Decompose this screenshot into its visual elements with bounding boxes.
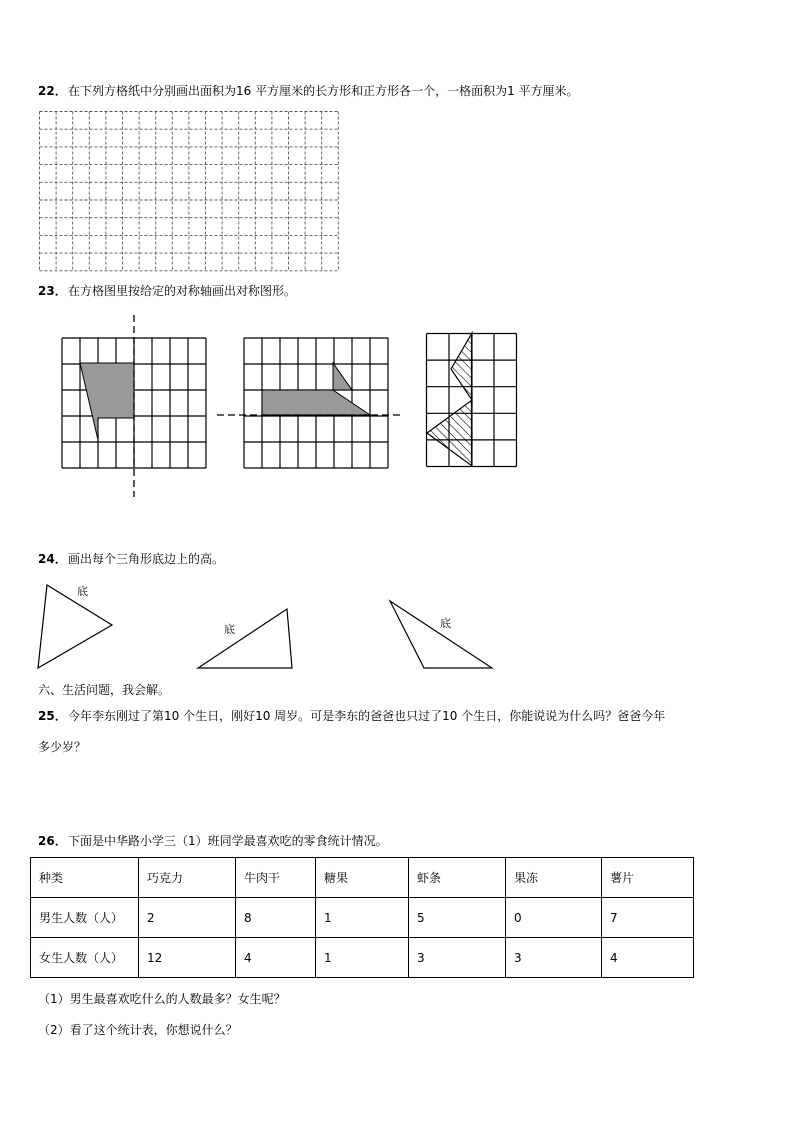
q23-grid-horizontal-axis bbox=[215, 330, 415, 470]
q22-text: 在下列方格纸中分别画出面积为16 平方厘米的长方形和正方形各一个，一格面积为1 平方厘米。 bbox=[68, 84, 579, 98]
table-row-boys bbox=[31, 898, 694, 938]
table-header-cell: 巧克力 bbox=[139, 858, 236, 898]
table-cell: 4 bbox=[602, 938, 694, 978]
table-cell: 1 bbox=[316, 938, 409, 978]
q25-number: 25． bbox=[38, 709, 67, 723]
section-6-title: 六、生活问题，我会解。 bbox=[38, 683, 171, 697]
snack-statistics-table bbox=[30, 857, 694, 978]
table-cell: 12 bbox=[139, 938, 236, 978]
q23-number: 23． bbox=[38, 284, 67, 298]
triangle-2 bbox=[198, 609, 292, 668]
q26-number: 26． bbox=[38, 834, 67, 848]
triangle-3 bbox=[390, 601, 492, 668]
table-header-cell: 牛肉干 bbox=[236, 858, 316, 898]
table-header-cell: 种类 bbox=[31, 858, 139, 898]
triangle-3-base-label: 底 bbox=[440, 617, 451, 630]
q22-dashed-grid bbox=[39, 111, 339, 271]
q24-number: 24． bbox=[38, 552, 67, 566]
q23-shaded-shape-1 bbox=[80, 363, 134, 440]
q23-hatched-triangle-top bbox=[451, 333, 472, 400]
q22-number: 22． bbox=[38, 84, 67, 98]
table-cell: 1 bbox=[316, 898, 409, 938]
table-cell: 7 bbox=[602, 898, 694, 938]
table-cell: 0 bbox=[506, 898, 602, 938]
q23-grid-vertical-axis bbox=[55, 310, 215, 500]
table-header-row bbox=[31, 858, 694, 898]
table-cell: 女生人数（人） bbox=[31, 938, 139, 978]
table-cell: 3 bbox=[409, 938, 506, 978]
table-header-cell: 虾条 bbox=[409, 858, 506, 898]
q26-text: 下面是中华路小学三（1）班同学最喜欢吃的零食统计情况。 bbox=[68, 834, 388, 848]
table-header-cell: 薯片 bbox=[602, 858, 694, 898]
q26-sub-question-2: （2）看了这个统计表，你想说什么？ bbox=[38, 1023, 238, 1037]
triangle-2-base-label: 底 bbox=[224, 623, 235, 636]
triangle-1 bbox=[38, 585, 112, 668]
q23-text: 在方格图里按给定的对称轴画出对称图形。 bbox=[68, 284, 297, 298]
q26-sub-question-1: （1）男生最喜欢吃什么的人数最多？女生呢？ bbox=[38, 992, 286, 1006]
table-header-cell: 糖果 bbox=[316, 858, 409, 898]
table-cell: 5 bbox=[409, 898, 506, 938]
table-cell: 2 bbox=[139, 898, 236, 938]
table-cell: 8 bbox=[236, 898, 316, 938]
table-cell: 男生人数（人） bbox=[31, 898, 139, 938]
table-cell: 4 bbox=[236, 938, 316, 978]
q23-grid-hatched bbox=[426, 333, 526, 473]
q24-triangles bbox=[0, 578, 794, 678]
q25-line-2: 多少岁？ bbox=[38, 740, 87, 754]
q25-line-1: 今年李东刚过了第10 个生日，刚好10 周岁。可是李东的爸爸也只过了10 个生日，你能说说为什么吗？爸爸今年 bbox=[68, 709, 666, 723]
table-header-cell: 果冻 bbox=[506, 858, 602, 898]
table-cell: 3 bbox=[506, 938, 602, 978]
triangle-1-base-label: 底 bbox=[77, 585, 88, 598]
q24-text: 画出每个三角形底边上的高。 bbox=[68, 552, 225, 566]
table-row-girls bbox=[31, 938, 694, 978]
